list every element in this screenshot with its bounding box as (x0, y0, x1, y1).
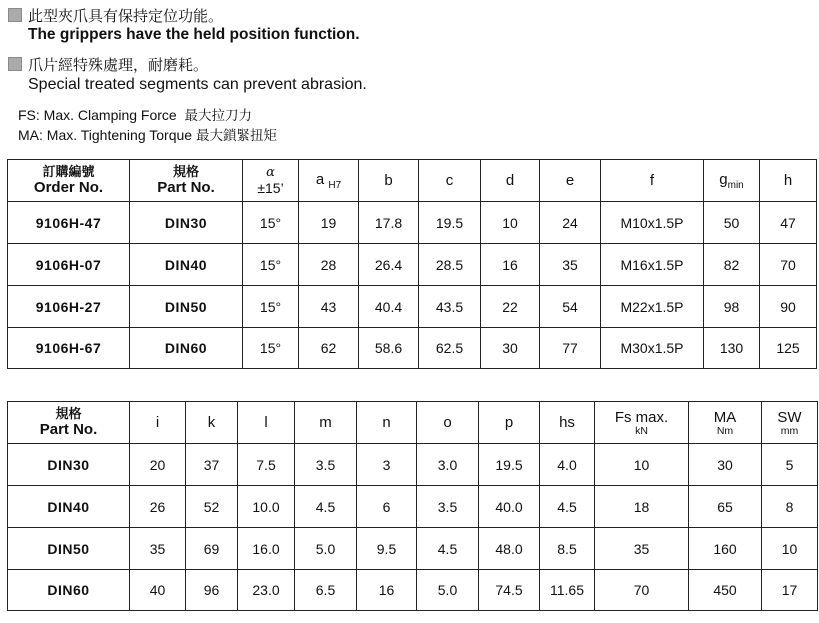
cell-hs: 4.5 (540, 486, 595, 528)
header-f: f (601, 160, 704, 202)
cell-o: 3.5 (417, 486, 479, 528)
cell-order: 9106H-27 (8, 286, 130, 328)
cell-f: M22x1.5P (601, 286, 704, 328)
cell-i: 20 (130, 444, 186, 486)
cell-hs: 11.65 (540, 570, 595, 611)
spec-table-2 (7, 401, 818, 611)
cell-hs: 8.5 (540, 528, 595, 570)
cell-g: 82 (704, 244, 760, 286)
cell-b: 40.4 (359, 286, 419, 328)
cell-fs: 10 (595, 444, 689, 486)
cell-fs: 35 (595, 528, 689, 570)
cell-d: 22 (481, 286, 540, 328)
cell-g: 50 (704, 202, 760, 244)
header-k: k (186, 402, 238, 444)
cell-d: 30 (481, 328, 540, 369)
cell-part: DIN60 (130, 328, 243, 369)
cell-l: 10.0 (238, 486, 295, 528)
cell-h: 70 (760, 244, 817, 286)
cell-e: 24 (540, 202, 601, 244)
header-fs-max: Fs max. kN (595, 402, 689, 444)
table-row (8, 244, 817, 286)
feature-zh: 此型夾爪具有保持定位功能。 (28, 7, 224, 25)
table-row (8, 444, 818, 486)
cell-ma: 160 (689, 528, 762, 570)
cell-p: 40.0 (479, 486, 540, 528)
cell-n: 3 (357, 444, 417, 486)
cell-a: 62 (299, 328, 359, 369)
cell-m: 6.5 (295, 570, 357, 611)
cell-alpha: 15° (243, 202, 299, 244)
cell-order: 9106H-67 (8, 328, 130, 369)
cell-k: 69 (186, 528, 238, 570)
header-l: l (238, 402, 295, 444)
note-ma (18, 124, 277, 144)
spec-table-1 (7, 159, 817, 369)
cell-h: 125 (760, 328, 817, 369)
cell-a: 19 (299, 202, 359, 244)
header-c: c (419, 160, 481, 202)
header-p: p (479, 402, 540, 444)
cell-i: 35 (130, 528, 186, 570)
cell-part: DIN50 (130, 286, 243, 328)
bullet-square-icon (8, 8, 22, 22)
cell-o: 3.0 (417, 444, 479, 486)
cell-i: 40 (130, 570, 186, 611)
feature-en: The grippers have the held position function. (28, 26, 360, 43)
header-hs: hs (540, 402, 595, 444)
cell-part: DIN30 (130, 202, 243, 244)
header-a: a $_{H7}$ (299, 160, 359, 202)
header-d: d (481, 160, 540, 202)
cell-e: 77 (540, 328, 601, 369)
cell-h: 90 (760, 286, 817, 328)
cell-alpha: 15° (243, 328, 299, 369)
table-row (8, 528, 818, 570)
cell-fs: 18 (595, 486, 689, 528)
cell-o: 4.5 (417, 528, 479, 570)
note-fs-en: FS: Max. Clamping Force (18, 107, 177, 123)
header-i: i (130, 402, 186, 444)
cell-k: 37 (186, 444, 238, 486)
cell-part: DIN30 (8, 444, 130, 486)
table-row (8, 570, 818, 611)
header-sw: SW mm (762, 402, 818, 444)
header-g: $g_{min}$ (704, 160, 760, 202)
header-b: b (359, 160, 419, 202)
cell-f: M10x1.5P (601, 202, 704, 244)
cell-ma: 65 (689, 486, 762, 528)
cell-fs: 70 (595, 570, 689, 611)
cell-k: 52 (186, 486, 238, 528)
cell-m: 5.0 (295, 528, 357, 570)
cell-part: DIN40 (130, 244, 243, 286)
note-ma-zh: 最大鎖緊扭矩 (195, 128, 277, 144)
cell-g: 130 (704, 328, 760, 369)
cell-i: 26 (130, 486, 186, 528)
table-row (8, 486, 818, 528)
bullet-square-icon (8, 57, 22, 71)
cell-c: 62.5 (419, 328, 481, 369)
table-row (8, 328, 817, 369)
cell-alpha: 15° (243, 286, 299, 328)
table-row (8, 202, 817, 244)
cell-l: 23.0 (238, 570, 295, 611)
header-m: m (295, 402, 357, 444)
cell-ma: 450 (689, 570, 762, 611)
cell-part: DIN50 (8, 528, 130, 570)
cell-a: 43 (299, 286, 359, 328)
feature-zh: 爪片經特殊處理，耐磨耗。 (28, 56, 209, 74)
cell-hs: 4.0 (540, 444, 595, 486)
cell-d: 10 (481, 202, 540, 244)
header-ma: MA Nm (689, 402, 762, 444)
cell-sw: 10 (762, 528, 818, 570)
cell-k: 96 (186, 570, 238, 611)
cell-e: 35 (540, 244, 601, 286)
cell-p: 48.0 (479, 528, 540, 570)
header-part-no: 規格 Part No. (8, 402, 130, 444)
header-h: h (760, 160, 817, 202)
table-row (8, 286, 817, 328)
cell-d: 16 (481, 244, 540, 286)
cell-g: 98 (704, 286, 760, 328)
cell-c: 28.5 (419, 244, 481, 286)
cell-b: 17.8 (359, 202, 419, 244)
header-order-no: 訂購編號 Order No. (8, 160, 130, 202)
cell-f: M16x1.5P (601, 244, 704, 286)
cell-h: 47 (760, 202, 817, 244)
cell-p: 74.5 (479, 570, 540, 611)
cell-sw: 17 (762, 570, 818, 611)
feature-en: Special treated segments can prevent abrasion. (28, 76, 367, 93)
cell-a: 28 (299, 244, 359, 286)
note-fs (18, 104, 252, 124)
cell-ma: 30 (689, 444, 762, 486)
cell-c: 43.5 (419, 286, 481, 328)
cell-b: 26.4 (359, 244, 419, 286)
cell-f: M30x1.5P (601, 328, 704, 369)
cell-n: 6 (357, 486, 417, 528)
cell-b: 58.6 (359, 328, 419, 369)
cell-n: 9.5 (357, 528, 417, 570)
header-o: o (417, 402, 479, 444)
note-ma-en: MA: Max. Tightening Torque (18, 127, 193, 143)
header-n: n (357, 402, 417, 444)
cell-order: 9106H-07 (8, 244, 130, 286)
cell-alpha: 15° (243, 244, 299, 286)
cell-p: 19.5 (479, 444, 540, 486)
cell-e: 54 (540, 286, 601, 328)
cell-c: 19.5 (419, 202, 481, 244)
header-part-no: 規格 Part No. (130, 160, 243, 202)
cell-sw: 5 (762, 444, 818, 486)
header-alpha: α ±15’ (243, 160, 299, 202)
cell-sw: 8 (762, 486, 818, 528)
cell-l: 7.5 (238, 444, 295, 486)
cell-order: 9106H-47 (8, 202, 130, 244)
table-header-row (8, 402, 818, 444)
cell-m: 4.5 (295, 486, 357, 528)
cell-part: DIN40 (8, 486, 130, 528)
cell-l: 16.0 (238, 528, 295, 570)
table-header-row (8, 160, 817, 202)
cell-n: 16 (357, 570, 417, 611)
note-fs-zh: 最大拉刀力 (184, 108, 252, 124)
cell-m: 3.5 (295, 444, 357, 486)
cell-o: 5.0 (417, 570, 479, 611)
cell-part: DIN60 (8, 570, 130, 611)
header-e: e (540, 160, 601, 202)
